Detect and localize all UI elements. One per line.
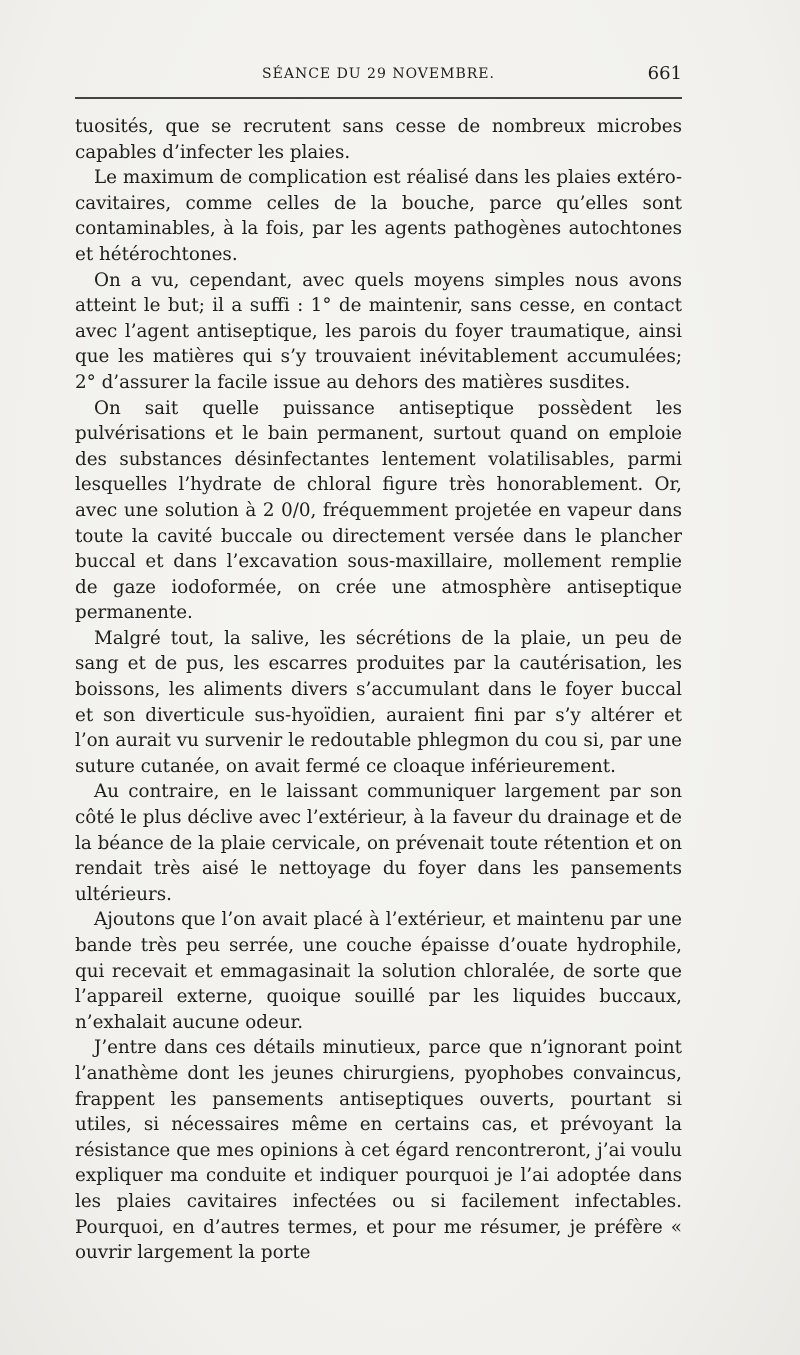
paragraph-continuation: tuosités, que se recrutent sans cesse de nombreux microbes capables d’infecter les plaies. [75, 116, 682, 163]
paragraph: Ajoutons que l’on avait placé à l’extérieur, et maintenu par une bande très peu serrée, une couche épaisse d’ouate hydrophile, qui recevait et emmagasinait la solution chloralée, de sorte que l’appareil externe, quoique souillé par les liquides buccaux, n’exhalait aucune odeur. [75, 909, 682, 1033]
paragraph: Malgré tout, la salive, les sécrétions de la plaie, un peu de sang et de pus, les escarres produites par la cautérisation, les boissons, les aliments divers s’accumulant dans le foyer buccal et son diverticule sus-hyoïdien, auraient fini par s’y altérer et l’on aurait vu survenir le redoutable phlegmon du cou si, par une suture cutanée, on avait fermé ce cloaque inférieurement. [75, 627, 682, 777]
paragraph: On a vu, cependant, avec quels moyens simples nous avons atteint le but; il a suffi : 1° de maintenir, sans cesse, en contact avec l’agent antiseptique, les parois du foyer traumatique, ainsi que les matières qui s’y trouvaient inévitablement accumulées; 2° d’assurer la facile issue au dehors des matières susdites. [75, 269, 682, 393]
page-header [75, 62, 682, 90]
page-number: 661 [647, 63, 682, 84]
running-head: SÉANCE DU 29 NOVEMBRE. [262, 66, 495, 82]
paragraph: On sait quelle puissance antiseptique possèdent les pulvérisations et le bain permanent, surtout quand on emploie des substances désinfectantes lentement volatilisables, parmi lesquelles l’hydrate de chloral figure très honorablement. Or, avec une solution à 2 0/0, fréquemment projetée en vapeur dans toute la cavité buccale ou directement versée dans le plancher buccal et dans l’excavation sous-maxillaire, mollement remplie de gaze iodoformée, on crée une atmosphère antiseptique permanente. [75, 397, 682, 624]
body-text [75, 114, 682, 1266]
header-rule [75, 97, 682, 99]
paragraph: Le maximum de complication est réalisé dans les plaies extéro-cavitaires, comme celles de la bouche, parce qu’elles sont contaminables, à la fois, par les agents pathogènes autochtones et hétérochtones. [75, 167, 682, 265]
paragraph: Au contraire, en le laissant communiquer largement par son côté le plus déclive avec l’extérieur, à la faveur du drainage et de la béance de la plaie cervicale, on prévenait toute rétention et on rendait très aisé le nettoyage du foyer dans les pansements ultérieurs. [75, 781, 682, 905]
paragraph: J’entre dans ces détails minutieux, parce que n’ignorant point l’anathème dont les jeunes chirurgiens, pyophobes convaincus, frappent les pansements antiseptiques ouverts, pourtant si utiles, si nécessaires même en certains cas, et prévoyant la résistance que mes opinions à cet égard rencontreront, j’ai voulu expliquer ma conduite et indiquer pourquoi je l’ai adoptée dans les plaies cavitaires infectées ou si facilement infectables. Pourquoi, en d’autres termes, et pour me résumer, je préfère « ouvrir largement la porte [75, 1037, 682, 1264]
